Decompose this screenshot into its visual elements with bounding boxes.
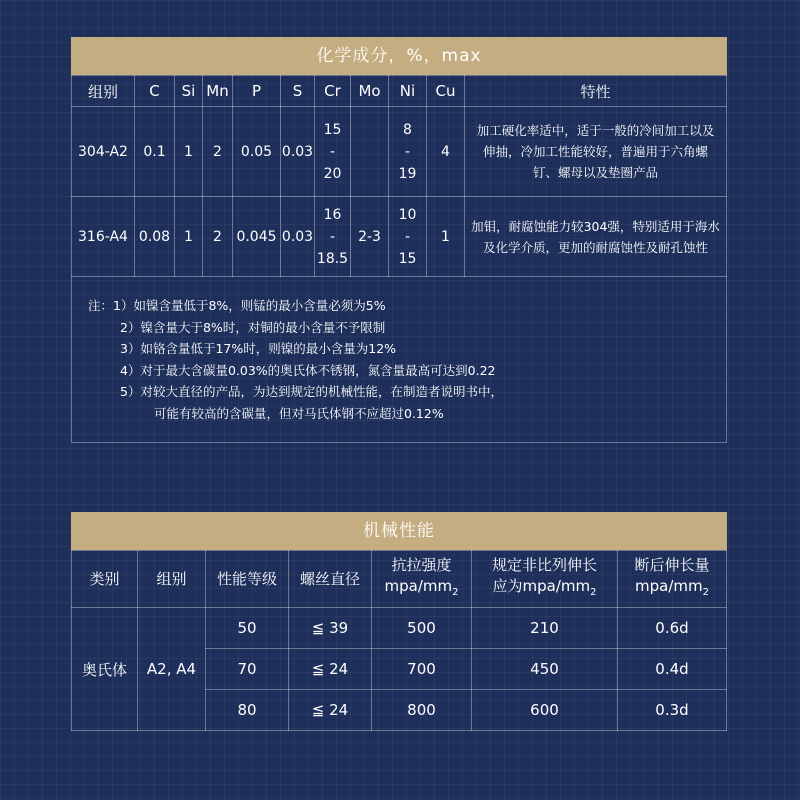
table-row [72, 608, 727, 649]
grade-cell: 50 [206, 608, 289, 649]
group-cell: 304-A2 [72, 107, 135, 197]
elongation-cell: 0.3d [618, 690, 727, 731]
si-cell: 1 [175, 197, 203, 277]
chem-header-mn: Mn [203, 76, 233, 107]
elongation-label: 断后伸长量 [634, 556, 710, 574]
chemical-composition-table [71, 75, 727, 277]
note-5: 5）对较大直径的产品，为达到规定的机械性能，在制造者说明书中， [120, 384, 503, 399]
elongation-cell: 0.4d [618, 649, 727, 690]
grade-cell: 80 [206, 690, 289, 731]
mech-header-elongation [618, 551, 727, 608]
mech-header-category: 类别 [72, 551, 138, 608]
category-cell: 奥氏体 [72, 608, 138, 731]
chem-header-s: S [281, 76, 315, 107]
note-3: 3）如铬含量低于17%时，则镍的最小含量为12% [120, 341, 397, 356]
mech-header-yield [472, 551, 618, 608]
group-cell: A2, A4 [138, 608, 206, 731]
feature-cell: 加钼，耐腐蚀能力较304强，特别适用于海水及化学介质，更加的耐腐蚀性及耐孔蚀性 [465, 197, 727, 277]
note-2: 2）镍含量大于8%时，对铜的最小含量不予限制 [120, 319, 386, 335]
group-cell: 316-A4 [72, 197, 135, 277]
note-4: 4）对于最大含碳量0.03%的奥氏体不锈钢，氮含量最高可达到0.22 [120, 362, 496, 378]
c-cell: 0.1 [135, 107, 175, 197]
elongation-cell: 0.6d [618, 608, 727, 649]
mo-cell: 2-3 [351, 197, 389, 277]
cr-dash: - [329, 143, 336, 160]
notes-box [71, 277, 727, 443]
chem-header-row [72, 76, 727, 107]
chem-header-feature: 特性 [465, 76, 727, 107]
feature-cell: 加工硬化率适中，适于一般的冷间加工以及伸抽，冷加工性能较好，普遍用于六角螺钉、螺母以及垫圈产品 [465, 107, 727, 197]
tensile-cell: 500 [372, 608, 472, 649]
diameter-cell: ≦ 24 [289, 649, 372, 690]
chem-header-cr: Cr [315, 76, 351, 107]
mech-header-tensile [372, 551, 472, 608]
tensile-label: 抗拉强度 [391, 556, 452, 574]
mech-header-group: 组别 [138, 551, 206, 608]
ni-cell [389, 197, 427, 277]
yield-label: 规定非比列伸长 [491, 556, 597, 574]
diameter-cell: ≦ 24 [289, 690, 372, 731]
elongation-unit: mpa/$mm_2$ [635, 577, 709, 598]
chem-header-mo: Mo [351, 76, 389, 107]
chem-header-si: Si [175, 76, 203, 107]
ni-max: 19 [398, 165, 417, 182]
cr-min: 16 [323, 206, 342, 223]
cr-cell [315, 197, 351, 277]
chemical-composition-panel [71, 37, 727, 443]
c-cell: 0.08 [135, 197, 175, 277]
mn-cell: 2 [203, 197, 233, 277]
ni-dash: - [404, 228, 411, 245]
cr-dash: - [329, 228, 336, 245]
chem-header-c: C [135, 76, 175, 107]
mn-cell: 2 [203, 107, 233, 197]
p-cell: 0.05 [233, 107, 281, 197]
table-row [72, 107, 727, 197]
mech-title: 机械性能 [71, 512, 727, 550]
chem-header-p: P [233, 76, 281, 107]
chem-title: 化学成分，%，max [71, 37, 727, 75]
p-cell: 0.045 [233, 197, 281, 277]
tensile-cell: 700 [372, 649, 472, 690]
yield-cell: 450 [472, 649, 618, 690]
yield-cell: 600 [472, 690, 618, 731]
mo-cell [351, 107, 389, 197]
grade-cell: 70 [206, 649, 289, 690]
chem-header-group: 组别 [72, 76, 135, 107]
cu-cell: 1 [427, 197, 465, 277]
cu-cell: 4 [427, 107, 465, 197]
ni-min: 10 [398, 206, 417, 223]
note-5-continued: 可能有较高的含碳量，但对马氏体钢不应超过0.12% [154, 405, 444, 421]
s-cell: 0.03 [281, 107, 315, 197]
ni-cell [389, 107, 427, 197]
yield-unit: 应为mpa/$mm_2$ [492, 577, 597, 598]
mechanical-properties-table [71, 550, 727, 731]
table-row [72, 197, 727, 277]
cr-min: 15 [323, 121, 342, 138]
cr-cell [315, 107, 351, 197]
yield-cell: 210 [472, 608, 618, 649]
mech-header-grade: 性能等级 [206, 551, 289, 608]
tensile-unit: mpa/$mm_2$ [384, 577, 459, 598]
ni-dash: - [404, 143, 411, 160]
ni-max: 15 [398, 250, 417, 267]
mechanical-properties-panel [71, 512, 727, 731]
cr-max: 18.5 [316, 250, 349, 267]
si-cell: 1 [175, 107, 203, 197]
tensile-cell: 800 [372, 690, 472, 731]
chem-header-ni: Ni [389, 76, 427, 107]
chem-header-cu: Cu [427, 76, 465, 107]
mech-header-diameter: 螺丝直径 [289, 551, 372, 608]
cr-max: 20 [323, 165, 342, 182]
note-1: 注：1）如镍含量低于8%，则锰的最小含量必须为5% [88, 298, 386, 313]
mech-header-row [72, 551, 727, 608]
diameter-cell: ≦ 39 [289, 608, 372, 649]
ni-min: 8 [403, 121, 412, 138]
s-cell: 0.03 [281, 197, 315, 277]
